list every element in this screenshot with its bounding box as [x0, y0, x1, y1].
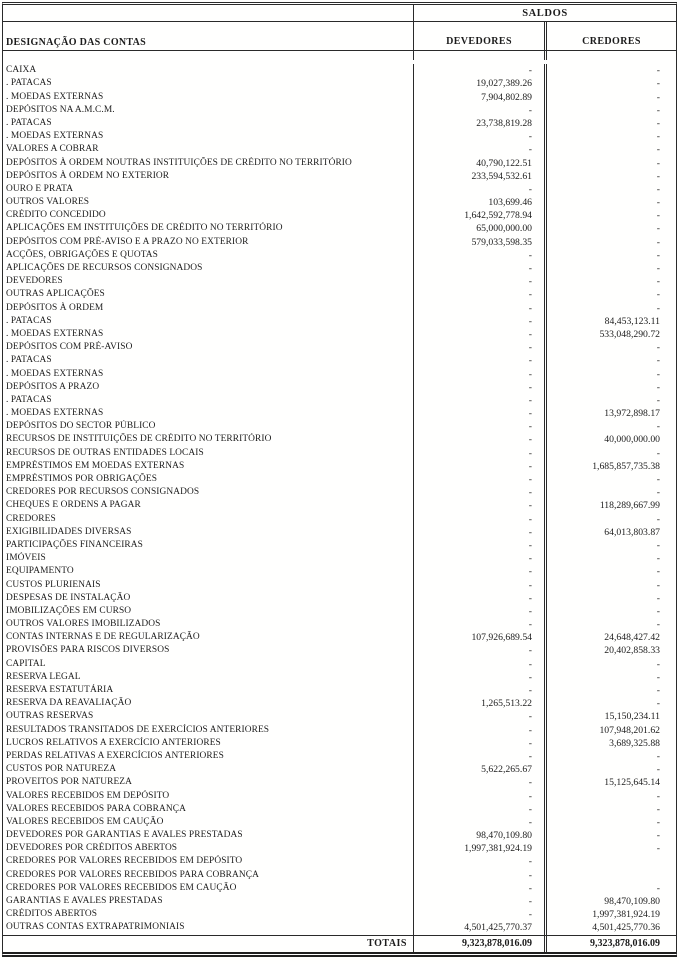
account-label: CAPITAL	[3, 658, 414, 671]
account-label: CHEQUES E ORDENS A PAGAR	[3, 499, 414, 512]
credores-value: 40,000,000.00	[604, 434, 660, 446]
devedores-value: -	[414, 64, 547, 77]
table-row	[3, 433, 676, 446]
credores-value: -	[656, 157, 660, 169]
table-row	[3, 855, 676, 868]
totals-credores-value: 9,323,878,016.09	[590, 937, 660, 949]
account-label: . PATACAS	[3, 315, 414, 328]
devedores-value: -	[414, 552, 547, 565]
account-label: DEPÓSITOS NA A.M.C.M.	[3, 104, 414, 117]
account-label: APLICAÇÕES EM INSTITUIÇÕES DE CRÉDITO NO TERRITÓRIO	[3, 222, 414, 235]
devedores-value: -	[414, 473, 547, 486]
table-row	[3, 829, 676, 842]
devedores-value: -	[414, 750, 547, 763]
devedores-value: -	[414, 882, 547, 895]
account-label: VALORES RECEBIDOS PARA COBRANÇA	[3, 803, 414, 816]
devedores-value: -	[414, 526, 547, 539]
table-row	[3, 143, 676, 156]
credores-value: -	[656, 381, 660, 393]
table-row	[3, 908, 676, 921]
devedores-value: -	[414, 724, 547, 737]
credores-value: -	[656, 816, 660, 828]
table-row	[3, 77, 676, 90]
table-row	[3, 394, 676, 407]
table-row	[3, 302, 676, 315]
account-label: OUTROS VALORES IMOBILIZADOS	[3, 618, 414, 631]
devedores-value: -	[414, 803, 547, 816]
table-row	[3, 869, 676, 882]
table-row	[3, 605, 676, 618]
table-row	[3, 539, 676, 552]
credores-value: -	[656, 566, 660, 578]
table-row	[3, 275, 676, 288]
credores-value: -	[656, 236, 660, 248]
account-label: GARANTIAS E AVALES PRESTADAS	[3, 895, 414, 908]
table-row	[3, 117, 676, 130]
table-row	[3, 763, 676, 776]
saldos-column-group-header: SALDOS	[414, 5, 676, 22]
devedores-value: -	[414, 579, 547, 592]
credores-value: 4,501,425,770.36	[592, 922, 660, 934]
table-row	[3, 921, 676, 934]
devedores-value: 1,642,592,778.94	[414, 209, 547, 222]
designacao-das-contas-header: DESIGNAÇÃO DAS CONTAS	[3, 22, 414, 50]
table-row	[3, 895, 676, 908]
table-row	[3, 750, 676, 763]
devedores-value: -	[414, 776, 547, 789]
credores-value: -	[656, 394, 660, 406]
credores-value: -	[656, 368, 660, 380]
table-row	[3, 222, 676, 235]
table-row	[3, 420, 676, 433]
account-label: DEPÓSITOS À ORDEM NO EXTERIOR	[3, 170, 414, 183]
account-label: IMOBILIZAÇÕES EM CURSO	[3, 605, 414, 618]
account-label: APLICAÇÕES DE RECURSOS CONSIGNADOS	[3, 262, 414, 275]
devedores-value: -	[414, 447, 547, 460]
table-row	[3, 737, 676, 750]
account-label: VALORES RECEBIDOS EM CAUÇÃO	[3, 816, 414, 829]
devedores-value: 4,501,425,770.37	[414, 921, 547, 934]
account-label: EMPRÉSTIMOS EM MOEDAS EXTERNAS	[3, 460, 414, 473]
account-label: CUSTOS PLURIENAIS	[3, 579, 414, 592]
account-label: VALORES A COBRAR	[3, 143, 414, 156]
table-row	[3, 790, 676, 803]
devedores-value: -	[414, 565, 547, 578]
devedores-value: -	[414, 684, 547, 697]
account-label: OUTROS VALORES	[3, 196, 414, 209]
devedores-value: -	[414, 433, 547, 446]
devedores-value: -	[414, 592, 547, 605]
credores-value: -	[656, 342, 660, 354]
credores-value: -	[656, 803, 660, 815]
devedores-value: 1,265,513.22	[414, 697, 547, 710]
credores-value: -	[656, 474, 660, 485]
table-row	[3, 882, 676, 895]
devedores-value: -	[414, 539, 547, 552]
credores-value	[547, 869, 676, 882]
devedores-value: 5,622,265.67	[414, 763, 547, 776]
account-label: OUTRAS RESERVAS	[3, 710, 414, 723]
balance-sheet-table	[2, 2, 677, 957]
table-row	[3, 658, 676, 671]
account-label: DEPÓSITOS A PRAZO	[3, 381, 414, 394]
credores-value: -	[656, 750, 660, 762]
credores-value: -	[656, 249, 660, 261]
table-row	[3, 671, 676, 684]
credores-value: 24,648,427.42	[604, 632, 660, 644]
table-row	[3, 526, 676, 539]
credores-value: 13,972,898.17	[604, 408, 660, 420]
table-row	[3, 803, 676, 816]
devedores-value: -	[414, 460, 547, 473]
credores-value: -	[656, 183, 660, 195]
devedores-value: 98,470,109.80	[414, 829, 547, 842]
table-row	[3, 183, 676, 196]
devedores-value: 40,790,122.51	[414, 157, 547, 170]
account-label: CREDORES POR VALORES RECEBIDOS EM DEPÓSITO	[3, 855, 414, 868]
credores-value: 20,402,858.33	[604, 645, 660, 657]
devedores-value: -	[414, 368, 547, 381]
account-label: OUTRAS APLICAÇÕES	[3, 288, 414, 301]
credores-value: 3,689,325.88	[609, 737, 660, 749]
table-row	[3, 368, 676, 381]
account-label: EXIGIBILIDADES DIVERSAS	[3, 526, 414, 539]
credores-value: -	[656, 302, 660, 314]
account-label: OURO E PRATA	[3, 183, 414, 196]
table-row	[3, 341, 676, 354]
account-label: CAIXA	[3, 64, 414, 77]
account-label: DEVEDORES POR CRÉDITOS ABERTOS	[3, 842, 414, 855]
account-label: RESERVA ESTATUTÁRIA	[3, 684, 414, 697]
table-row	[3, 381, 676, 394]
devedores-value: -	[414, 644, 547, 657]
credores-value: 15,150,234.11	[604, 711, 660, 723]
credores-value: -	[656, 65, 660, 77]
table-row	[3, 104, 676, 117]
credores-value	[547, 855, 676, 868]
table-row	[3, 618, 676, 631]
account-label: OUTRAS CONTAS EXTRAPATRIMONIAIS	[3, 921, 414, 934]
table-row	[3, 842, 676, 855]
table-header	[3, 5, 676, 51]
devedores-value: -	[414, 420, 547, 433]
table-row	[3, 170, 676, 183]
devedores-value: 1,997,381,924.19	[414, 842, 547, 855]
devedores-value: -	[414, 658, 547, 671]
account-label: . MOEDAS EXTERNAS	[3, 368, 414, 381]
account-label: . MOEDAS EXTERNAS	[3, 130, 414, 143]
table-row	[3, 697, 676, 710]
table-row	[3, 513, 676, 526]
credores-value: -	[656, 790, 660, 802]
table-row	[3, 447, 676, 460]
credores-value: -	[656, 553, 660, 565]
table-row	[3, 196, 676, 209]
credores-value: -	[656, 830, 660, 842]
account-label: . PATACAS	[3, 354, 414, 367]
table-row	[3, 328, 676, 341]
credores-value: -	[656, 579, 660, 591]
table-row	[3, 631, 676, 644]
table-row	[3, 724, 676, 737]
credores-value: 84,453,123.11	[604, 315, 660, 327]
account-label: DEPÓSITOS COM PRÉ-AVISO	[3, 341, 414, 354]
account-label: . MOEDAS EXTERNAS	[3, 328, 414, 341]
account-label: DEPÓSITOS COM PRÉ-AVISO E A PRAZO NO EXTERIOR	[3, 236, 414, 249]
table-row	[3, 579, 676, 592]
credores-value: -	[656, 447, 660, 459]
table-row	[3, 209, 676, 222]
credores-value: 1,997,381,924.19	[592, 909, 660, 921]
account-label: RESERVA LEGAL	[3, 671, 414, 684]
blank-devedores-cell	[414, 51, 547, 60]
credores-value: -	[656, 355, 660, 367]
account-label: CONTAS INTERNAS E DE REGULARIZAÇÃO	[3, 631, 414, 644]
credores-value: -	[656, 685, 660, 696]
devedores-value: -	[414, 104, 547, 117]
devedores-value: -	[414, 275, 547, 288]
credores-value: -	[656, 263, 660, 274]
account-label: . PATACAS	[3, 117, 414, 130]
account-label: LUCROS RELATIVOS A EXERCÍCIO ANTERIORES	[3, 737, 414, 750]
devedores-value: 23,738,819.28	[414, 117, 547, 130]
account-label: DEPÓSITOS À ORDEM	[3, 302, 414, 315]
devedores-value: -	[414, 354, 547, 367]
table-row	[3, 354, 676, 367]
credores-value: -	[656, 539, 660, 551]
account-label: ACÇÕES, OBRIGAÇÕES E QUOTAS	[3, 249, 414, 262]
devedores-value: -	[414, 737, 547, 750]
devedores-value: -	[414, 407, 547, 420]
devedores-value: -	[414, 816, 547, 829]
account-label: RECURSOS DE INSTITUIÇÕES DE CRÉDITO NO TERRITÓRIO	[3, 433, 414, 446]
devedores-column-header: DEVEDORES	[414, 22, 547, 50]
devedores-value: -	[414, 618, 547, 631]
table-row	[3, 315, 676, 328]
credores-value: -	[656, 592, 660, 604]
credores-value: -	[656, 91, 660, 103]
devedores-value: -	[414, 869, 547, 882]
devedores-value: 103,699.46	[414, 196, 547, 209]
blank-credores-cell	[547, 51, 676, 60]
credores-value: -	[656, 513, 660, 525]
credores-value: -	[656, 671, 660, 683]
devedores-value: -	[414, 908, 547, 921]
account-label: DEPÓSITOS DO SECTOR PÚBLICO	[3, 420, 414, 433]
account-label: PROVEITOS POR NATUREZA	[3, 776, 414, 789]
credores-value: -	[656, 698, 660, 710]
credores-value: -	[656, 658, 660, 670]
table-row	[3, 407, 676, 420]
account-label: . MOEDAS EXTERNAS	[3, 407, 414, 420]
account-label: EMPRÉSTIMOS POR OBRIGAÇÕES	[3, 473, 414, 486]
account-label: RESERVA DA REAVALIAÇÃO	[3, 697, 414, 710]
table-row	[3, 565, 676, 578]
table-row	[3, 486, 676, 499]
credores-value: -	[656, 421, 660, 433]
account-label: DESPESAS DE INSTALAÇÃO	[3, 592, 414, 605]
credores-value: -	[656, 276, 660, 288]
credores-value: 98,470,109.80	[604, 896, 660, 907]
devedores-value: 107,926,689.54	[414, 631, 547, 644]
account-label: EQUIPAMENTO	[3, 565, 414, 578]
table-row	[3, 473, 676, 486]
devedores-value: -	[414, 499, 547, 512]
totals-label: TOTAIS	[3, 936, 414, 952]
table-row	[3, 288, 676, 301]
account-label: DEVEDORES POR GARANTIAS E AVALES PRESTADAS	[3, 829, 414, 842]
account-label: CREDORES POR RECURSOS CONSIGNADOS	[3, 486, 414, 499]
devedores-value: 7,904,802.89	[414, 91, 547, 104]
credores-value: -	[656, 764, 660, 776]
account-label: CRÉDITO CONCEDIDO	[3, 209, 414, 222]
account-label: . MOEDAS EXTERNAS	[3, 91, 414, 104]
account-label: CRÉDITOS ABERTOS	[3, 908, 414, 921]
devedores-value: -	[414, 288, 547, 301]
credores-value: -	[656, 619, 660, 631]
credores-value: 107,948,201.62	[599, 724, 660, 736]
account-label: DEPÓSITOS À ORDEM NOUTRAS INSTITUIÇÕES DE CRÉDITO NO TERRITÓRIO	[3, 157, 414, 170]
table-row	[3, 644, 676, 657]
devedores-value: -	[414, 790, 547, 803]
table-row	[3, 157, 676, 170]
table-row	[3, 249, 676, 262]
table-row	[3, 592, 676, 605]
table-row	[3, 262, 676, 275]
account-label: CUSTOS POR NATUREZA	[3, 763, 414, 776]
credores-value: 15,125,645.14	[604, 777, 660, 789]
credores-value: -	[656, 605, 660, 617]
account-label: CREDORES	[3, 513, 414, 526]
credores-value: -	[656, 144, 660, 156]
devedores-value: 579,033,598.35	[414, 236, 547, 249]
devedores-value: -	[414, 710, 547, 723]
devedores-value: -	[414, 262, 547, 275]
totals-devedores-value: 9,323,878,016.09	[414, 936, 547, 952]
credores-value: 64,013,803.87	[604, 526, 660, 538]
credores-value: -	[656, 210, 660, 222]
table-row	[3, 499, 676, 512]
credores-value: -	[656, 104, 660, 116]
devedores-value: -	[414, 302, 547, 315]
credores-value: -	[656, 131, 660, 143]
devedores-value: -	[414, 513, 547, 526]
credores-value: -	[656, 882, 660, 894]
totals-row	[3, 935, 676, 952]
devedores-value: -	[414, 381, 547, 394]
account-label: PROVISÕES PARA RISCOS DIVERSOS	[3, 644, 414, 657]
table-row	[3, 776, 676, 789]
devedores-value: -	[414, 341, 547, 354]
account-label: RESULTADOS TRANSITADOS DE EXERCÍCIOS ANTERIORES	[3, 724, 414, 737]
credores-column-header: CREDORES	[582, 36, 641, 47]
credores-value: -	[656, 843, 660, 855]
blank-row	[3, 51, 676, 64]
devedores-value: -	[414, 183, 547, 196]
devedores-value: 19,027,389.26	[414, 77, 547, 90]
devedores-value: -	[414, 143, 547, 156]
table-row	[3, 64, 676, 77]
credores-value: -	[656, 78, 660, 90]
account-label: DEVEDORES	[3, 275, 414, 288]
table-body	[3, 64, 676, 934]
credores-value: 533,048,290.72	[599, 328, 660, 340]
credores-value: -	[656, 487, 660, 499]
account-label: RECURSOS DE OUTRAS ENTIDADES LOCAIS	[3, 447, 414, 460]
credores-value: -	[656, 289, 660, 301]
account-label: VALORES RECEBIDOS EM DEPÓSITO	[3, 790, 414, 803]
devedores-value: -	[414, 130, 547, 143]
devedores-value: -	[414, 895, 547, 908]
devedores-value: 233,594,532.61	[414, 170, 547, 183]
credores-value: -	[656, 170, 660, 182]
account-label: . PATACAS	[3, 394, 414, 407]
account-label: CREDORES POR VALORES RECEBIDOS EM CAUÇÃO	[3, 882, 414, 895]
devedores-value: -	[414, 315, 547, 328]
devedores-value: 65,000,000.00	[414, 222, 547, 235]
credores-value: 118,289,667.99	[599, 500, 660, 512]
devedores-value: -	[414, 328, 547, 341]
devedores-value: -	[414, 855, 547, 868]
account-label: CREDORES POR VALORES RECEBIDOS PARA COBRANÇA	[3, 869, 414, 882]
account-label: PARTICIPAÇÕES FINANCEIRAS	[3, 539, 414, 552]
credores-value: -	[656, 117, 660, 129]
table-row	[3, 552, 676, 565]
devedores-value: -	[414, 486, 547, 499]
devedores-value: -	[414, 394, 547, 407]
header-spacer-cell	[3, 5, 414, 22]
table-row	[3, 91, 676, 104]
table-row	[3, 816, 676, 829]
credores-value: 1,685,857,735.38	[592, 460, 660, 472]
table-row	[3, 710, 676, 723]
credores-value: -	[656, 223, 660, 235]
table-row	[3, 460, 676, 473]
account-label: . PATACAS	[3, 77, 414, 90]
blank-label-cell	[3, 51, 414, 60]
devedores-value: -	[414, 605, 547, 618]
table-row	[3, 236, 676, 249]
account-label: IMÓVEIS	[3, 552, 414, 565]
devedores-value: -	[414, 671, 547, 684]
table-row	[3, 130, 676, 143]
credores-value: -	[656, 197, 660, 209]
account-label: PERDAS RELATIVAS A EXERCÍCIOS ANTERIORES	[3, 750, 414, 763]
table-row	[3, 684, 676, 697]
devedores-value: -	[414, 249, 547, 262]
